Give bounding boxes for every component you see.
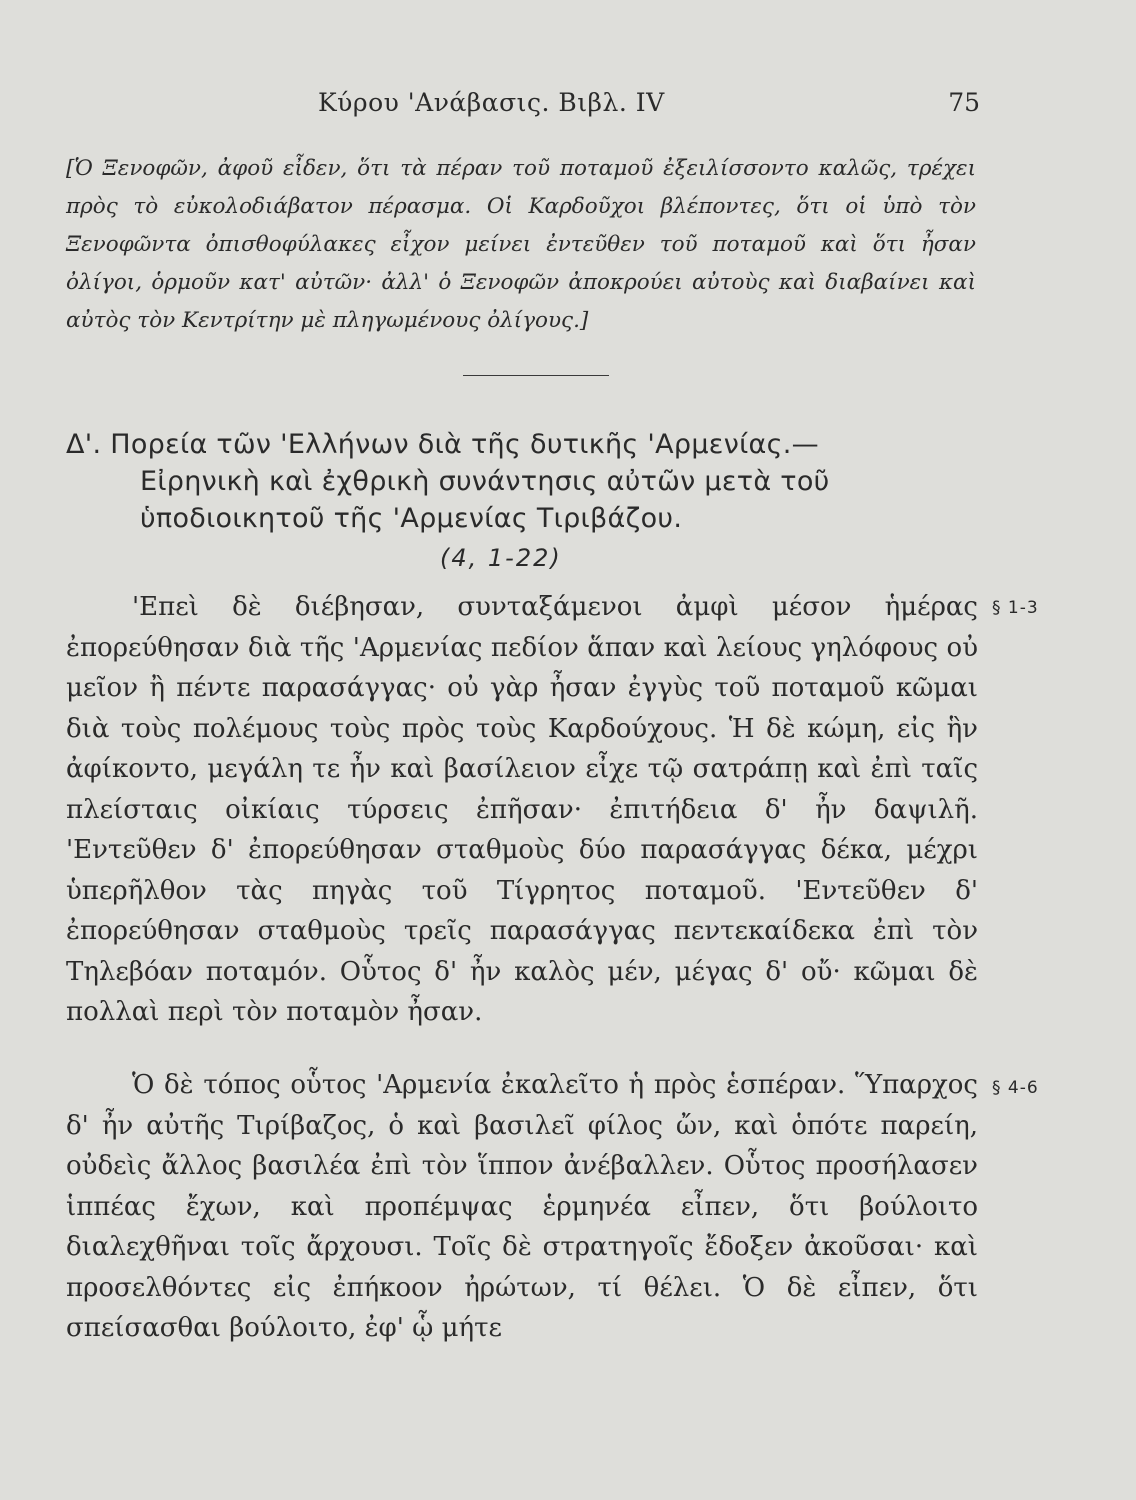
chapter-heading-line-1: Δ'. Πορεία τῶν 'Ελλήνων διὰ τῆς δυτικῆς 'Αρμενίας.— bbox=[66, 429, 819, 460]
passage-reference: (4, 1-22) bbox=[440, 544, 562, 572]
margin-section-note: § 1-3 bbox=[992, 598, 1039, 618]
section-divider bbox=[463, 375, 609, 376]
chapter-heading-line-2: Εἰρηνικὴ καὶ ἐχθρικὴ συνάντησις αὐτῶν μετὰ τοῦ bbox=[140, 466, 830, 497]
chapter-heading bbox=[66, 426, 976, 537]
running-header-title: Κύρου 'Ανάβασις. Βιβλ. IV bbox=[318, 88, 665, 117]
margin-section-note: § 4-6 bbox=[992, 1078, 1039, 1098]
page-number: 75 bbox=[948, 88, 980, 117]
body-paragraph: Ὁ δὲ τόπος οὗτος 'Αρμενία ἐκαλεῖτο ἡ πρὸς ἑσπέραν. Ὕπαρχος δ' ἦν αὐτῆς Τιρίβαζος, ὁ καὶ βασιλεῖ φίλος ὤν, καὶ ὁπότε παρείη, οὐδεὶς ἄλλος βασιλέα ἐπὶ τὸν ἵππον ἀνέβαλλεν. Οὗτος προσήλασεν ἱππέας ἔχων, καὶ προπέμψας ἑρμηνέα εἶπεν, ὅτι βούλοιτο διαλεχθῆναι τοῖς ἄρχουσι. Τοῖς δὲ στρατηγοῖς ἔδοξεν ἀκοῦσαι· καὶ προσελθόντες εἰς ἐπήκοον ἠρώτων, τί θέλει. Ὁ δὲ εἶπεν, ὅτι σπείσασθαι βούλοιτο, ἐφ' ᾧ μήτε bbox=[66, 1070, 978, 1343]
body-paragraph: 'Επεὶ δὲ διέβησαν, συνταξάμενοι ἀμφὶ μέσον ἡμέρας ἐπορεύθησαν διὰ τῆς 'Αρμενίας πεδίον ἅπαν καὶ λείους γηλόφους οὐ μεῖον ἢ πέντε παρασάγγας· οὐ γὰρ ἦσαν ἐγγὺς τοῦ ποταμοῦ κῶμαι διὰ τοὺς πολέμους τοὺς πρὸς τοὺς Καρδούχους. Ἡ δὲ κώμη, εἰς ἣν ἀφίκοντο, μεγάλη τε ἦν καὶ βασίλειον εἶχε τῷ σατράπῃ καὶ ἐπὶ ταῖς πλείσταις οἰκίαις τύρσεις ἐπῆσαν· ἐπιτήδεια δ' ἦν δαψιλῆ. 'Εντεῦθεν δ' ἐπορεύθησαν σταθμοὺς δύο παρασάγγας δέκα, μέχρι ὑπερῆλθον τὰς πηγὰς τοῦ Τίγρητος ποταμοῦ. 'Εντεῦθεν δ' ἐπορεύθησαν σταθμοὺς τρεῖς παρασάγγας πεντεκαίδεκα ἐπὶ τὸν Τηλεβόαν ποταμόν. Οὗτος δ' ἦν καλὸς μέν, μέγας δ' οὔ· κῶμαι δὲ πολλαὶ περὶ τὸν ποταμὸν ἦσαν. bbox=[66, 592, 978, 1027]
chapter-summary: [Ὁ Ξενοφῶν, ἀφοῦ εἶδεν, ὅτι τὰ πέραν τοῦ ποταμοῦ ἐξειλίσσοντο καλῶς, τρέχει πρὸς τὸ εὐκολοδιάβατον πέρασμα. Οἱ Καρδοῦχοι βλέποντες, ὅτι οἱ ὑπὸ τὸν Ξενοφῶντα ὀπισθοφύλακες εἶχον μείνει ἐντεῦθεν τοῦ ποταμοῦ καὶ ὅτι ἦσαν ὀλίγοι, ὁρμοῦν κατ' αὐτῶν· ἀλλ' ὁ Ξενοφῶν ἀποκρούει αὐτοὺς καὶ διαβαίνει καὶ αὐτὸς τὸν Κεντρίτην μὲ πληγωμένους ὀλίγους.] bbox=[66, 156, 976, 333]
chapter-heading-line-3: ὑποδιοικητοῦ τῆς 'Αρμενίας Τιριβάζου. bbox=[140, 503, 683, 534]
